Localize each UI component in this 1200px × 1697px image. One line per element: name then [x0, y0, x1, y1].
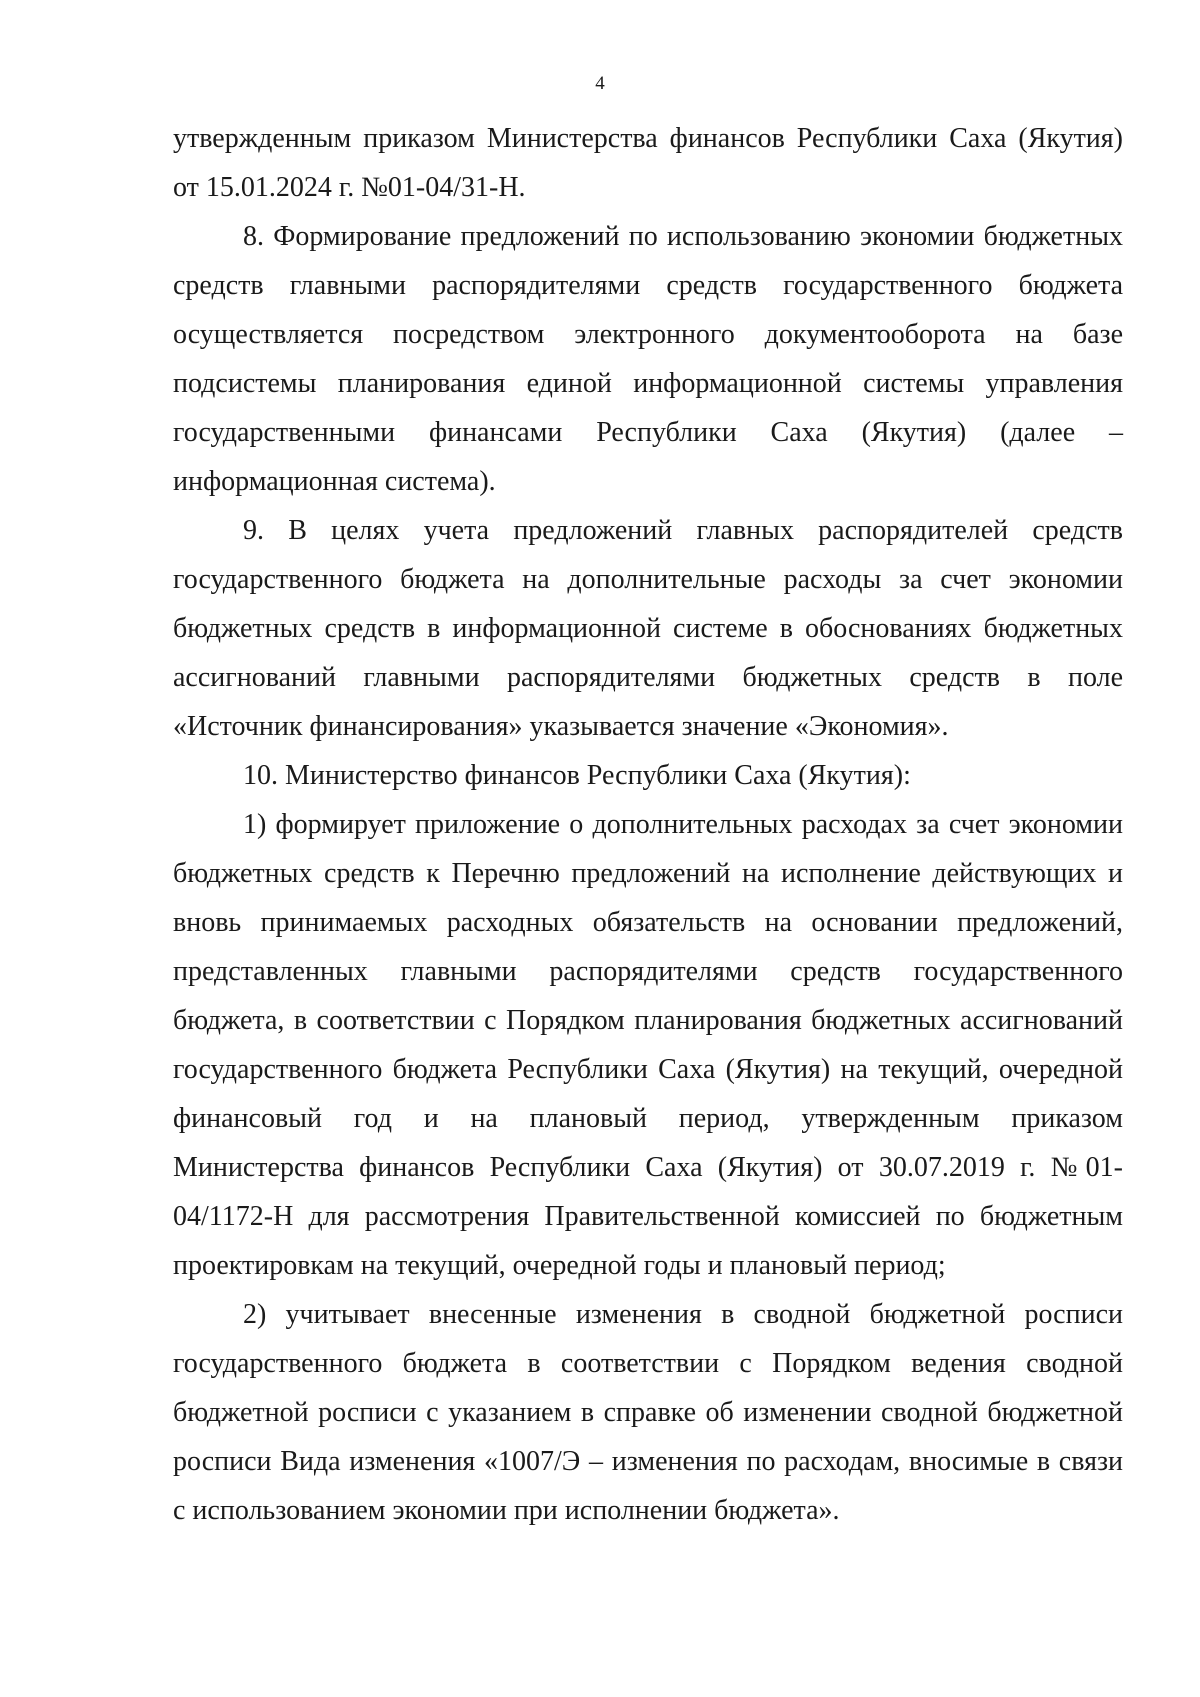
- paragraph-item-9: 9. В целях учета предложений главных распорядителей средств государственного бюджета на дополнительные расходы за счет экономии бюджетных средств в информационной системе в обоснованиях бюджетных ассигнований главными распорядителями бюджетных средств в поле «Источник финансирования» указывается значение «Экономия».: [173, 515, 1123, 742]
- paragraph-subitem-2: 2) учитывает внесенные изменения в сводной бюджетной росписи государственного бюджета в соответствии с Порядком ведения сводной бюджетной росписи с указанием в справке об изменении сводной бюджетной росписи Вида изменения «1007/Э – изменения по расходам, вносимые в связи с использованием экономии при исполнении бюджета».: [173, 1299, 1123, 1526]
- document-body: [173, 114, 1123, 1535]
- page-number: 4: [595, 73, 605, 94]
- paragraph-continuation: утвержденным приказом Министерства финансов Республики Саха (Якутия) от 15.01.2024 г. №01-04/31-Н.: [173, 123, 1123, 203]
- paragraph-item-8: 8. Формирование предложений по использованию экономии бюджетных средств главными распорядителями средств государственного бюджета осуществляется посредством электронного документооборота на базе подсистемы планирования единой информационной системы управления государственными финансами Республики Саха (Якутия) (далее – информационная система).: [173, 221, 1123, 497]
- paragraph-subitem-1: 1) формирует приложение о дополнительных расходах за счет экономии бюджетных средств к Перечню предложений на исполнение действующих и вновь принимаемых расходных обязательств на основании предложений, представленных главными распорядителями средств государственного бюджета, в соответствии с Порядком планирования бюджетных ассигнований государственного бюджета Республики Саха (Якутия) на текущий, очередной финансовый год и на плановый период, утвержденным приказом Министерства финансов Республики Саха (Якутия) от 30.07.2019 г. №01-04/1172-Н для рассмотрения Правительственной комиссией по бюджетным проектировкам на текущий, очередной годы и плановый период;: [173, 809, 1123, 1281]
- paragraph-item-10: 10. Министерство финансов Республики Саха (Якутия):: [243, 760, 911, 791]
